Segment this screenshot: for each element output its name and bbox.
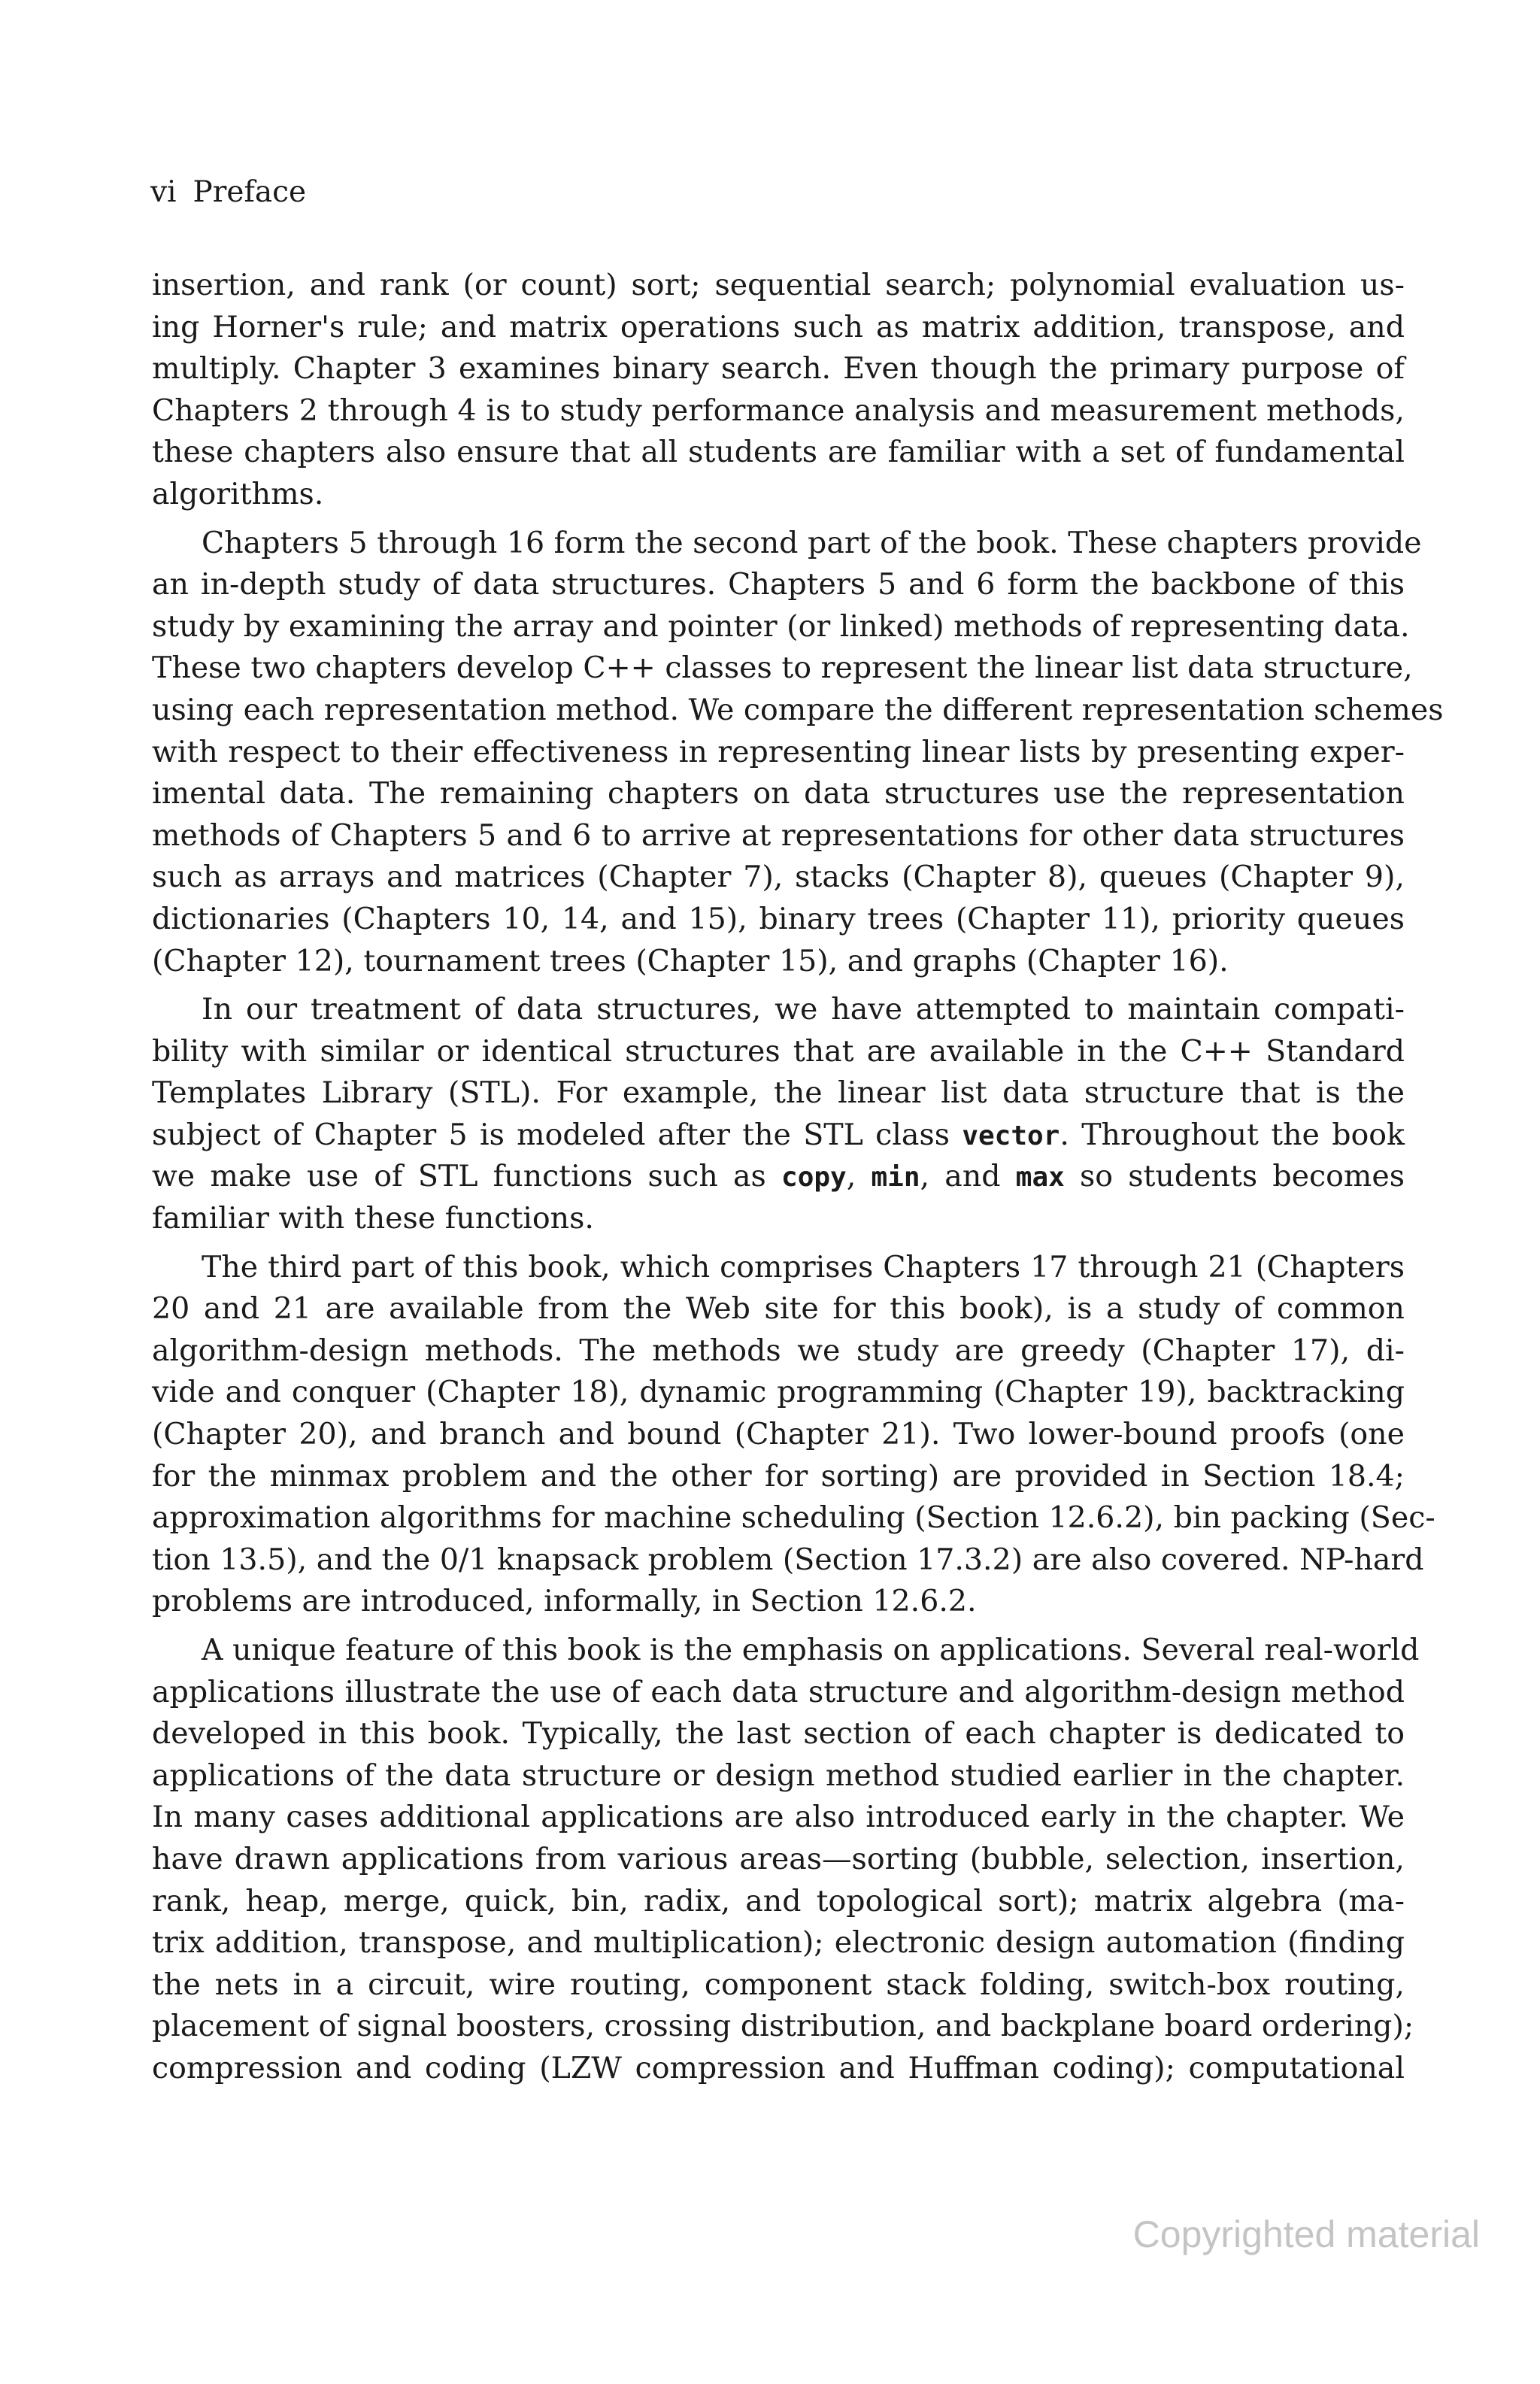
text-line: The third part of this book, which comprises Chapters 17 through 21 (Chapters: [202, 1249, 1405, 1285]
text-fragment: , and: [920, 1159, 1016, 1194]
text-line: methods of Chapters 5 and 6 to arrive at representations for other data structures: [152, 817, 1405, 853]
text-line: A unique feature of this book is the emphasis on applications. Several real-world: [202, 1633, 1420, 1667]
text-line: In many cases additional applications are also introduced early in the chapter. We: [152, 1800, 1405, 1835]
text-line: trix addition, transpose, and multiplication); electronic design automation (finding: [152, 1925, 1405, 1961]
body-text: [152, 265, 1444, 2097]
text-line: ing Horner's rule; and matrix operations such as matrix addition, transpose, and: [152, 309, 1405, 344]
text-line-with-code: [152, 1156, 1405, 1198]
text-line-with-code: [152, 1115, 1405, 1157]
text-line: Templates Library (STL). For example, the linear list data structure that is the: [152, 1075, 1405, 1111]
paragraph-1: [152, 265, 1405, 516]
text-line: Chapters 2 through 4 is to study performance analysis and measurement methods,: [152, 393, 1405, 428]
text-line: algorithms.: [152, 476, 324, 511]
text-line: study by examining the array and pointer (or linked) methods of representing data.: [152, 608, 1410, 644]
text-line: have drawn applications from various areas—sorting (bubble, selection, insertion,: [152, 1841, 1405, 1876]
text-line: In our treatment of data structures, we have attempted to maintain compati-: [202, 992, 1405, 1027]
text-fragment: subject of Chapter 5 is modeled after the STL class: [152, 1117, 950, 1152]
text-line: insertion, and rank (or count) sort; sequential search; polynomial evaluation us-: [152, 268, 1405, 302]
text-line: bility with similar or identical structures that are available in the C++ Standard: [152, 1033, 1405, 1069]
text-line: 20 and 21 are available from the Web site for this book), is a study of common: [152, 1291, 1405, 1327]
text-line: imental data. The remaining chapters on data structures use the representation: [152, 776, 1405, 811]
text-fragment: we make use of STL functions such as: [152, 1159, 766, 1194]
text-line: applications of the data structure or design method studied earlier in the chapter.: [152, 1758, 1405, 1793]
running-head: [150, 174, 306, 211]
text-line: vide and conquer (Chapter 18), dynamic programming (Chapter 19), backtracking: [152, 1375, 1405, 1410]
code-max: max: [1015, 1162, 1065, 1194]
text-line: multiply. Chapter 3 examines binary search. Even though the primary purpose of: [152, 351, 1405, 387]
text-line: such as arrays and matrices (Chapter 7), stacks (Chapter 8), queues (Chapter 9),: [152, 860, 1405, 895]
code-vector: vector: [962, 1120, 1060, 1151]
text-line: applications illustrate the use of each data structure and algorithm-design method: [152, 1674, 1405, 1709]
text-line: with respect to their effectiveness in representing linear lists by presenting exper-: [152, 734, 1405, 769]
text-line: algorithm-design methods. The methods we study are greedy (Chapter 17), di-: [152, 1333, 1405, 1368]
text-fragment: so students becomes: [1064, 1159, 1405, 1194]
running-title: Preface: [192, 175, 307, 209]
paragraph-3: [152, 989, 1405, 1240]
text-line: placement of signal boosters, crossing distribution, and backplane board ordering);: [152, 2009, 1414, 2044]
code-min: min: [871, 1162, 920, 1194]
page-number: vi: [150, 175, 177, 209]
paragraph-4: [152, 1247, 1435, 1623]
text-line: Chapters 5 through 16 form the second part of the book. These chapters provide: [202, 525, 1422, 560]
copyright-watermark: Copyrighted material: [1132, 2213, 1480, 2255]
text-line: (Chapter 20), and branch and bound (Chapter 21). Two lower-bound proofs (one: [152, 1417, 1405, 1452]
text-line: these chapters also ensure that all students are familiar with a set of fundamental: [152, 435, 1405, 470]
text-line: an in-depth study of data structures. Chapters 5 and 6 form the backbone of this: [152, 567, 1405, 602]
text-fragment: ,: [846, 1159, 872, 1194]
text-line: compression and coding (LZW compression and Huffman coding); computational: [152, 2050, 1405, 2085]
text-line: rank, heap, merge, quick, bin, radix, and topological sort); matrix algebra (ma-: [152, 1883, 1405, 1918]
text-line: approximation algorithms for machine scheduling (Section 12.6.2), bin packing (Sec-: [152, 1500, 1435, 1536]
text-line: familiar with these functions.: [152, 1201, 594, 1236]
text-line: These two chapters develop C++ classes to represent the linear list data structure,: [152, 651, 1413, 686]
paragraph-2: [152, 523, 1444, 983]
text-line: using each representation method. We compare the different representation schemes: [152, 692, 1444, 727]
text-line: problems are introduced, informally, in Section 12.6.2.: [152, 1584, 977, 1619]
text-line: for the minmax problem and the other for sorting) are provided in Section 18.4;: [152, 1458, 1405, 1494]
text-line: the nets in a circuit, wire routing, component stack folding, switch-box routing,: [152, 1967, 1405, 2002]
text-line: (Chapter 12), tournament trees (Chapter 15), and graphs (Chapter 16).: [152, 943, 1229, 978]
text-fragment: . Throughout the book: [1060, 1117, 1405, 1152]
code-copy: copy: [781, 1162, 847, 1194]
text-line: dictionaries (Chapters 10, 14, and 15), binary trees (Chapter 11), priority queues: [152, 901, 1405, 936]
paragraph-5: [152, 1630, 1420, 2090]
text-line: developed in this book. Typically, the last section of each chapter is dedicated to: [152, 1716, 1405, 1752]
text-line: tion 13.5), and the 0/1 knapsack problem (Section 17.3.2) are also covered. NP-hard: [152, 1542, 1424, 1577]
